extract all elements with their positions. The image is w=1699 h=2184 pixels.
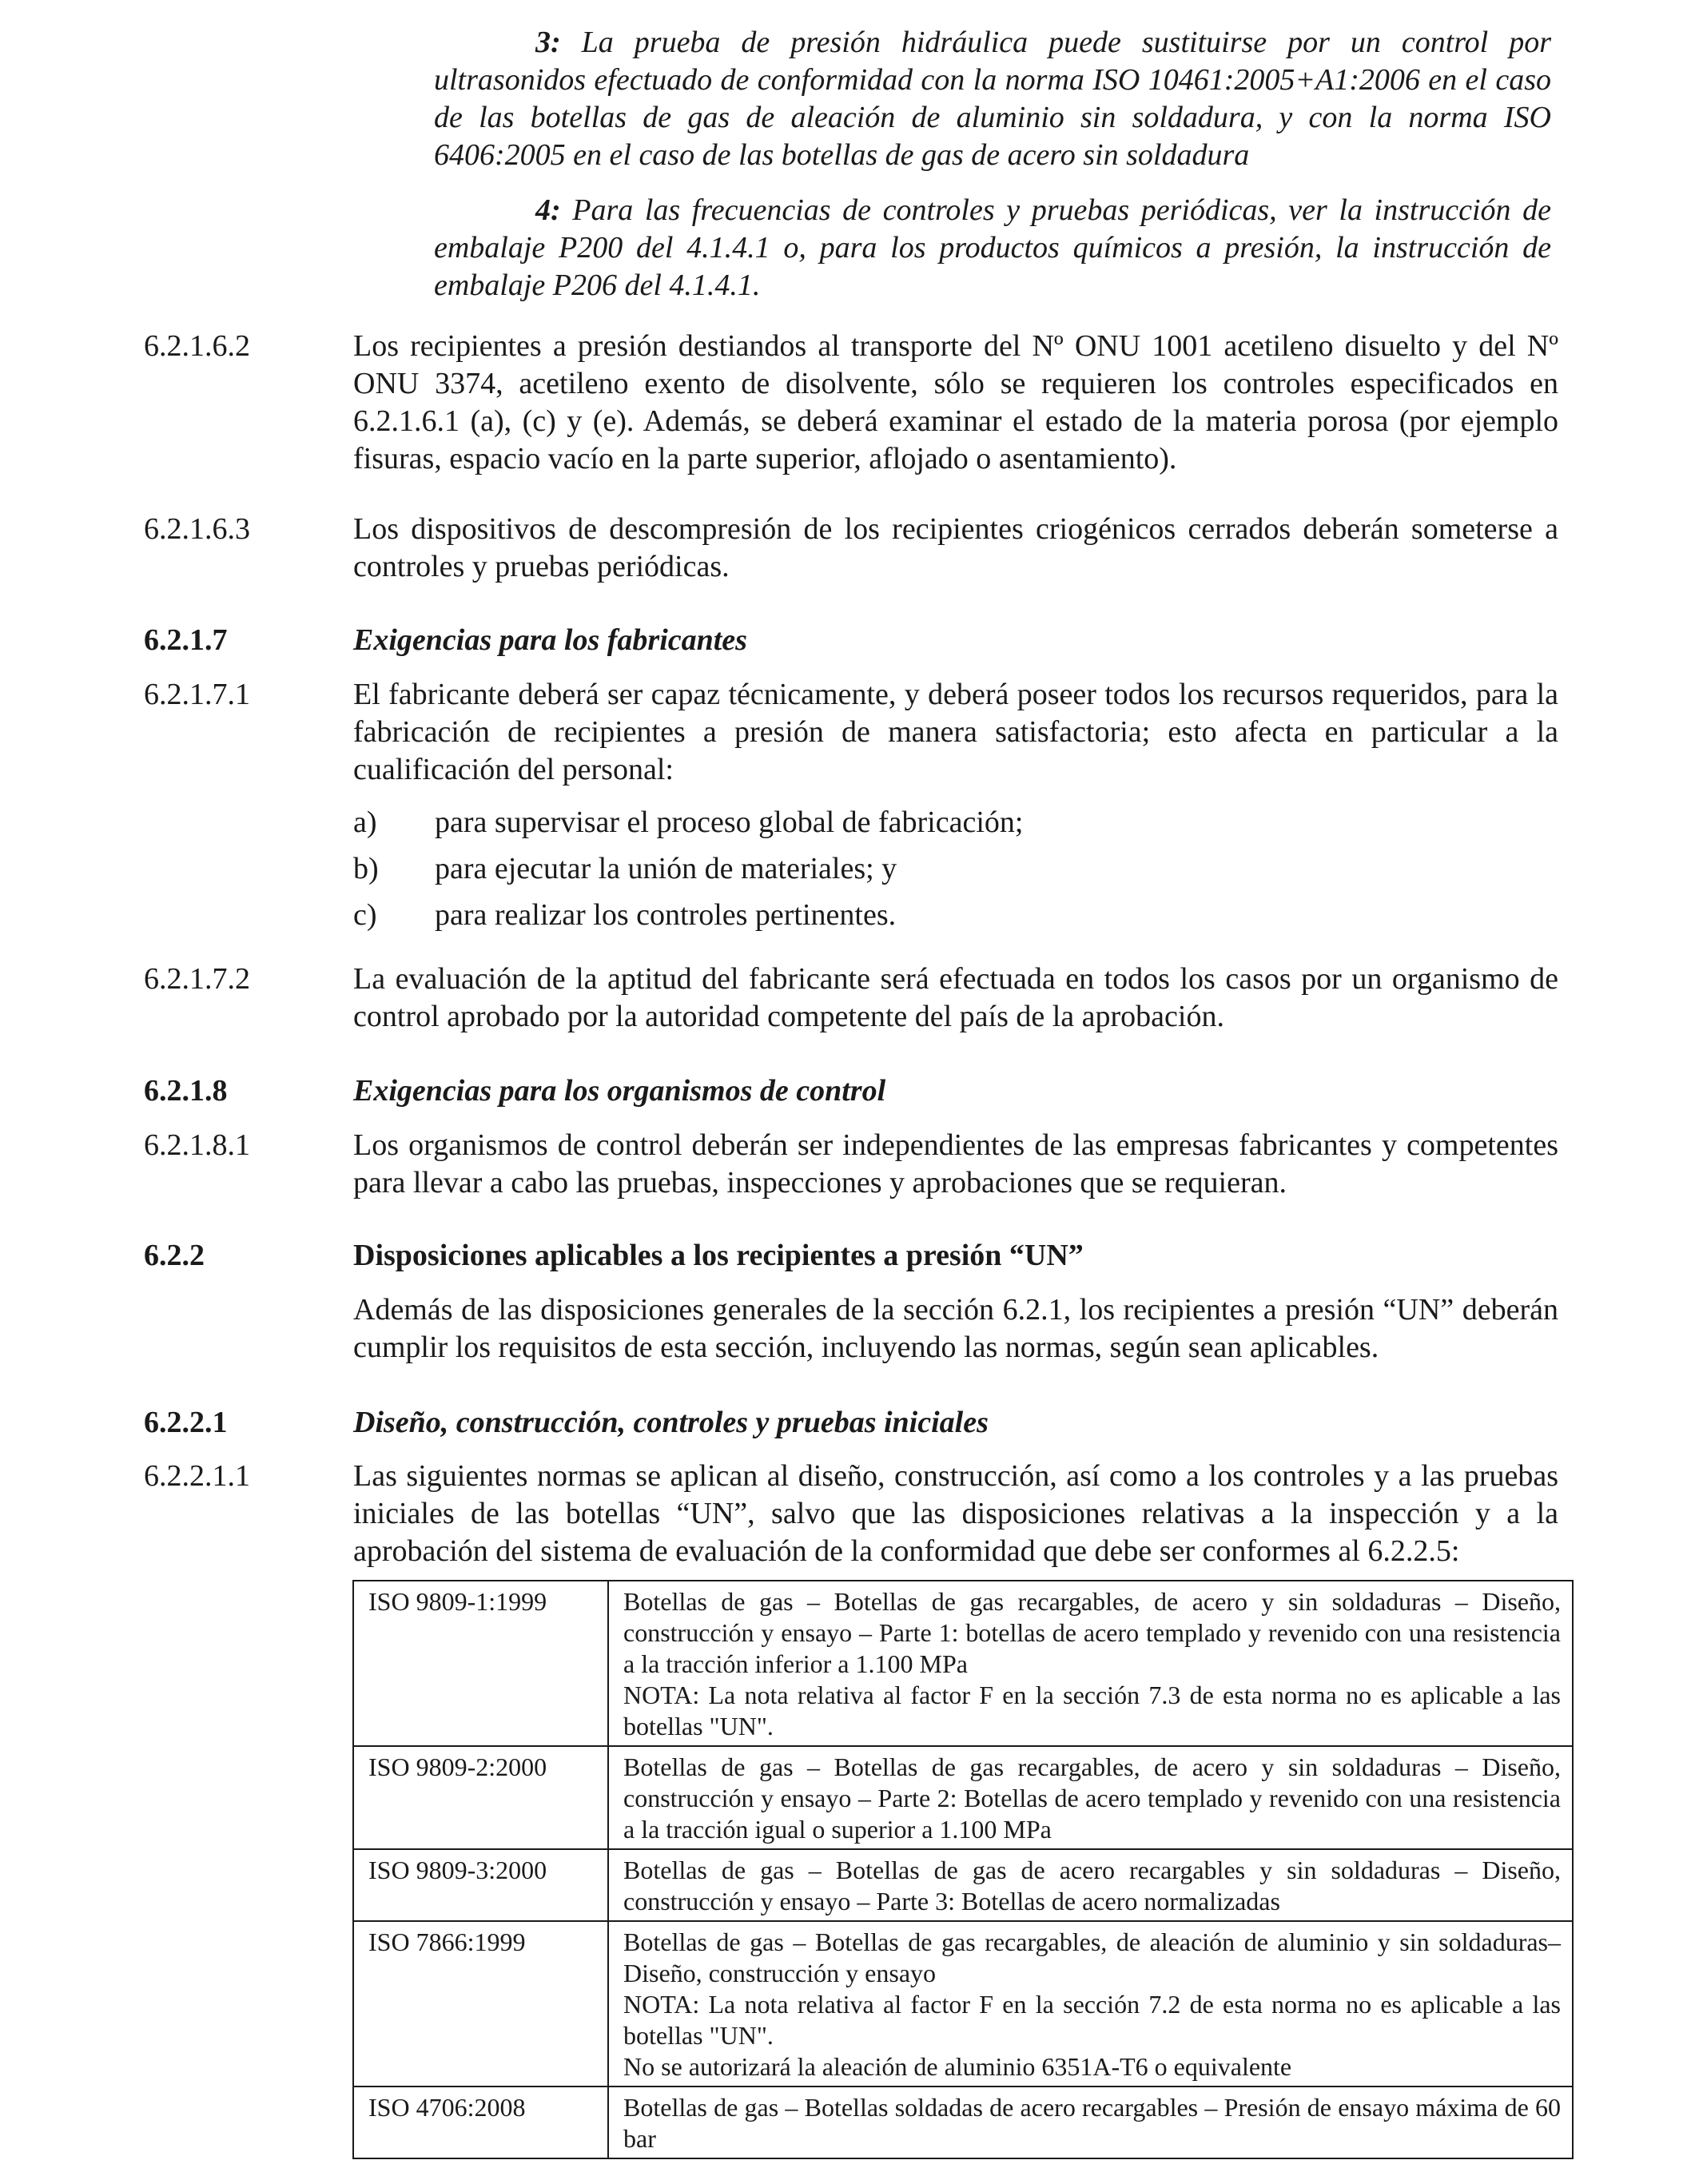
section-6-2-1-8-1 (144, 1127, 1558, 1202)
section-number: 6.2.1.7.2 (144, 962, 250, 996)
list-text: para ejecutar la unión de materiales; y (435, 852, 897, 885)
list-letter: c) (353, 898, 377, 932)
description-note: NOTA: La nota relativa al factor F en la sección 7.2 de esta norma no es aplicable a las botellas "UN". (623, 1990, 1561, 2050)
section-text: El fabricante deberá ser capaz técnicamente, y deberá poseer todos los recursos requeridos, para la fabricación de recipientes a presión de manera satisfactoria; esto afecta en particular a la cualificación del personal: (353, 678, 1558, 786)
section-number: 6.2.2 (144, 1239, 205, 1272)
description-text: Botellas de gas – Botellas de gas recargables, de aleación de aluminio y sin soldaduras– Diseño, construcción y ensayo (623, 1927, 1561, 1987)
section-heading: Diseño, construcción, controles y pruebas iniciales (353, 1406, 989, 1439)
list-text: para supervisar el proceso global de fabricación; (435, 806, 1024, 839)
table-row (353, 1581, 1573, 1746)
section-6-2-2-paragraph (144, 1291, 1558, 1366)
section-heading: Disposiciones aplicables a los recipientes a presión “UN” (353, 1239, 1084, 1272)
table-row (353, 1746, 1573, 1849)
heading-6-2-2 (144, 1237, 1558, 1275)
standard-description (608, 2087, 1573, 2158)
section-text: Además de las disposiciones generales de la sección 6.2.1, los recipientes a presión “UN” deberán cumplir los requisitos de esta sección, incluyendo las normas, según sean aplicables. (353, 1293, 1558, 1364)
standard-description (608, 1581, 1573, 1746)
list-item (353, 897, 1552, 943)
description-text: Botellas de gas – Botellas de gas recargables, de acero y sin soldaduras – Diseño, construcción y ensayo – Parte 1: botellas de acero templado y revenido con una resistencia a la tracción inferior a 1.100 MPa (623, 1587, 1561, 1678)
list-letter: a) (353, 806, 377, 839)
heading-6-2-1-8 (144, 1072, 1558, 1110)
section-number: 6.2.2.1 (144, 1406, 228, 1439)
section-number: 6.2.1.7 (144, 623, 228, 657)
heading-6-2-2-1 (144, 1404, 1558, 1442)
description-text: Botellas de gas – Botellas soldadas de acero recargables – Presión de ensayo máxima de 60 bar (623, 2093, 1561, 2153)
list-item (353, 804, 1552, 850)
section-number: 6.2.1.8 (144, 1074, 228, 1108)
requirements-list (353, 804, 1552, 943)
section-text: Los dispositivos de descompresión de los recipientes criogénicos cerrados deberán someterse a controles y pruebas periódicas. (353, 512, 1558, 583)
description-extra: No se autorizará la aleación de aluminio 6351A-T6 o equivalente (623, 2052, 1292, 2081)
note-text: Para las frecuencias de controles y pruebas periódicas, ver la instrucción de embalaje P200 del 4.1.4.1 o, para los productos químicos a presión, la instrucción de embalaje P206 del 4.1.4.1. (434, 193, 1551, 302)
section-number: 6.2.1.7.1 (144, 678, 250, 711)
list-text: para realizar los controles pertinentes. (435, 898, 897, 932)
note-3 (434, 24, 1551, 174)
note-number: 4: (535, 193, 561, 227)
note-4 (434, 192, 1551, 304)
section-number: 6.2.1.6.2 (144, 329, 250, 363)
standard-code: ISO 4706:2008 (353, 2087, 608, 2158)
description-text: Botellas de gas – Botellas de gas de acero recargables y sin soldaduras – Diseño, construcción y ensayo – Parte 3: Botellas de acero normalizadas (623, 1856, 1561, 1915)
list-letter: b) (353, 852, 379, 885)
section-number: 6.2.1.8.1 (144, 1128, 250, 1162)
standard-code: ISO 7866:1999 (353, 1921, 608, 2087)
section-text: La evaluación de la aptitud del fabricante será efectuada en todos los casos por un organismo de control aprobado por la autoridad competente del país de la aprobación. (353, 962, 1558, 1033)
description-note: NOTA: La nota relativa al factor F en la sección 7.3 de esta norma no es aplicable a las botellas "UN". (623, 1681, 1561, 1740)
standard-code: ISO 9809-1:1999 (353, 1581, 608, 1746)
standard-code: ISO 9809-2:2000 (353, 1746, 608, 1849)
standard-description (608, 1849, 1573, 1921)
section-number: 6.2.2.1.1 (144, 1459, 250, 1493)
note-number: 3: (535, 26, 561, 59)
standards-table (352, 1580, 1574, 2159)
section-text: Los recipientes a presión destiandos al transporte del Nº ONU 1001 acetileno disuelto y del Nº ONU 3374, acetileno exento de disolvente, sólo se requieren los controles especificados en 6.2.1.6.1 (a), (c) y (e). Además, se deberá examinar el estado de la materia porosa (por ejemplo fisuras, espacio vacío en la parte superior, aflojado o asentamiento). (353, 329, 1558, 475)
section-number: 6.2.1.6.3 (144, 512, 250, 546)
section-6-2-1-6-3 (144, 511, 1558, 586)
note-text: La prueba de presión hidráulica puede sustituirse por un control por ultrasonidos efectuado de conformidad con la norma ISO 10461:2005+A1:2006 en el caso de las botellas de gas de aleación de aluminio sin soldadura, y con la norma ISO 6406:2005 en el caso de las botellas de gas de acero sin soldadura (434, 26, 1552, 172)
table-row (353, 1849, 1573, 1921)
section-6-2-2-1-1 (144, 1458, 1558, 1570)
standard-description (608, 1746, 1573, 1849)
section-6-2-1-6-2 (144, 328, 1558, 478)
description-text: Botellas de gas – Botellas de gas recargables, de acero y sin soldaduras – Diseño, construcción y ensayo – Parte 2: Botellas de acero templado y revenido con una resistencia a la tracción igual o superior a 1.100 MPa (623, 1752, 1561, 1844)
section-heading: Exigencias para los organismos de control (353, 1074, 886, 1108)
section-6-2-1-7-1 (144, 676, 1558, 789)
section-heading: Exigencias para los fabricantes (353, 623, 747, 657)
standard-description (608, 1921, 1573, 2087)
list-item (353, 850, 1552, 897)
table-row (353, 2087, 1573, 2158)
standard-code: ISO 9809-3:2000 (353, 1849, 608, 1921)
heading-6-2-1-7 (144, 622, 1558, 659)
section-6-2-1-7-2 (144, 961, 1558, 1036)
table-row (353, 1921, 1573, 2087)
section-text: Las siguientes normas se aplican al diseño, construcción, así como a los controles y a las pruebas iniciales de las botellas “UN”, salvo que las disposiciones relativas a la inspección y a la aprobación del sistema de evaluación de la conformidad que debe ser conformes al 6.2.2.5: (353, 1459, 1558, 1568)
section-text: Los organismos de control deberán ser independientes de las empresas fabricantes y competentes para llevar a cabo las pruebas, inspecciones y aprobaciones que se requieran. (353, 1128, 1558, 1199)
